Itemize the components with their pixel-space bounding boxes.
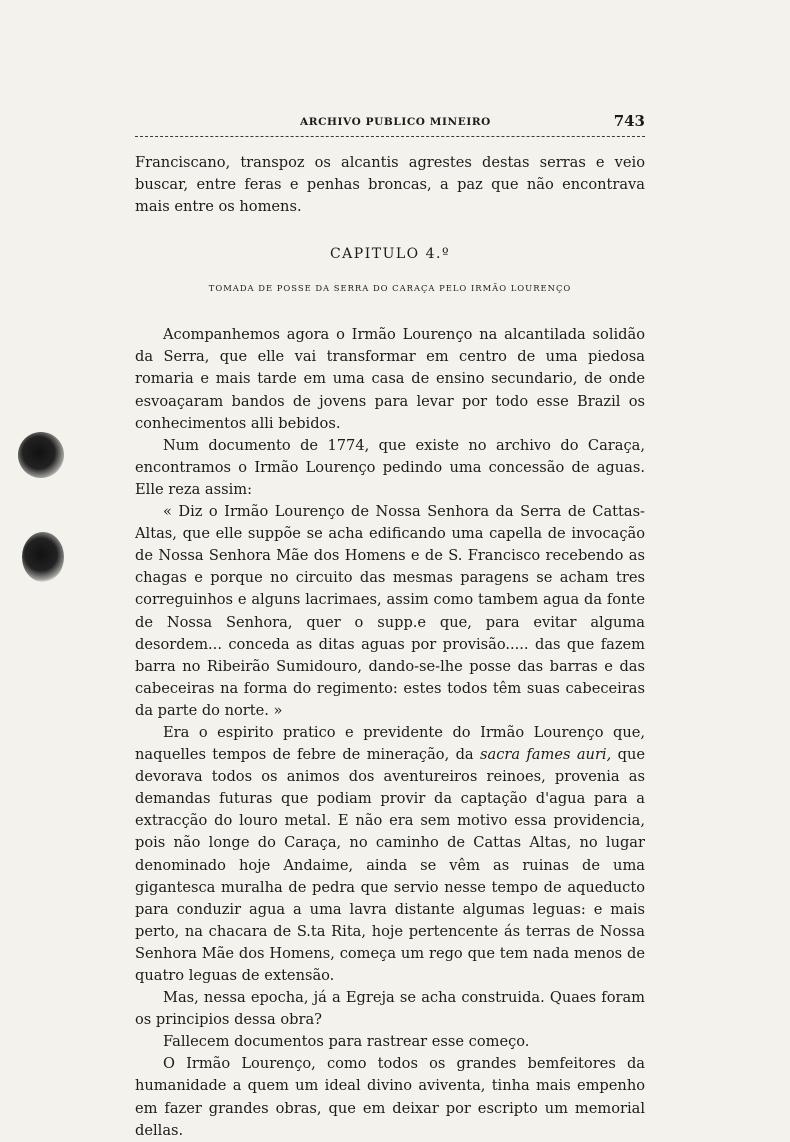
paragraph-text: Era o espirito pratico e previdente do Irmão Lourenço que, naquelles tempos de febre de mineração, da <box>135 723 645 764</box>
chapter-subtitle: TOMADA DE POSSE DA SERRA DO CARAÇA PELO IRMÃO LOURENÇO <box>208 283 572 294</box>
paragraph-continuation: Franciscano, transpoz os alcantis agrestes destas serras e veio buscar, entre feras e penhas broncas, a paz que não encontrava mais entre os homens. <box>135 154 645 216</box>
chapter-title: CAPITULO 4.º <box>329 246 451 263</box>
spacer <box>135 295 645 324</box>
paragraph: Fallecem documentos para rastrear esse começo. <box>163 1033 530 1051</box>
quoted-document: « Diz o Irmão Lourenço de Nossa Senhora da Serra de Cattas-Altas, que elle suppõe se acha edificando uma capella de invocação de Nossa Senhora Mãe dos Homens e de S. Francisco recebendo as chagas e porque no circuito das mesmas paragens se acham tres correguinhos e alguns lacrimaes, assim como tambem agua da fonte de Nossa Senhora, quer o supp.e que, para evitar alguma desordem... conceda as ditas aguas por provisão..... das que fazem barra no Ribeirão Sumidouro, dando-se-lhe posse das barras e das cabeceiras na forma do regimento: estes todos têm suas cabeceiras da parte do norte. » <box>135 503 645 719</box>
paragraph: Acompanhemos agora o Irmão Lourenço na alcantilada solidão da Serra, que elle vai transformar em centro de uma piedosa romaria e mais tarde em uma casa de ensino secundario, de onde esvoaçaram bandos de jovens para levar por todo esse Brazil os conhecimentos alli bebidos. <box>135 326 645 432</box>
running-title: ARCHIVO PUBLICO MINEIRO <box>300 116 491 128</box>
ink-blot <box>18 432 64 478</box>
paragraph <box>135 722 645 987</box>
paragraph-text: que devorava todos os animos dos aventureiros reinoes, provenia as demandas futuras que podiam provir da captação d'agua para a extracção do louro metal. E não era sem motivo essa providencia, pois não longe do Caraça, no caminho de Cattas Altas, no lugar denominado hoje Andaime, ainda se vêm as ruinas de uma gigantesca muralha de pedra que servio nesse tempo de aqueducto para conduzir agua a uma lavra distante algumas leguas: e mais perto, na chacara de S.ta Rita, hoje pertencente ás terras de Nossa Senhora Mãe dos Homens, começa um rego que tem nada menos de quatro leguas de extensão. <box>135 746 645 984</box>
ink-blot <box>22 532 64 582</box>
latin-phrase: sacra fames auri, <box>480 746 612 764</box>
page-header <box>135 112 645 134</box>
paragraph: Mas, nessa epocha, já a Egreja se acha construida. Quaes foram os principios dessa obra? <box>135 989 645 1029</box>
header-rule <box>135 136 645 137</box>
paragraph: Num documento de 1774, que existe no archivo do Caraça, encontramos o Irmão Lourenço pedindo uma concessão de aguas. Elle reza assim: <box>135 436 645 498</box>
page-number: 743 <box>613 112 645 130</box>
page-body <box>135 152 645 1142</box>
paragraph: O Irmão Lourenço, como todos os grandes bemfeitores da humanidade a quem um ideal divino aviventa, tinha mais empenho em fazer grandes obras, que em deixar por escripto um memorial dellas. <box>135 1055 645 1139</box>
